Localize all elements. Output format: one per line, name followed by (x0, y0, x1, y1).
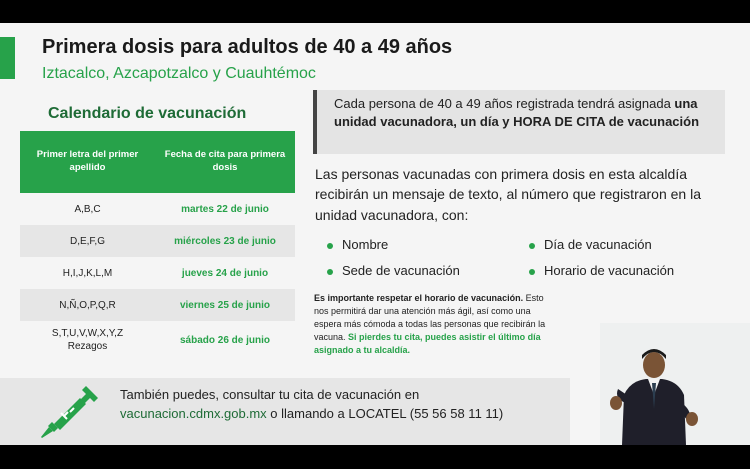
slide (0, 23, 750, 445)
row-letters: N,Ñ,O,P,Q,R (59, 299, 116, 311)
row-date: sábado 26 de junio (179, 334, 271, 346)
bullet-dot-icon (529, 243, 535, 249)
list-item: Horario de vacunación (529, 263, 674, 278)
schedule-note (314, 292, 554, 357)
vaccination-calendar-table (20, 131, 295, 359)
footer-text (120, 386, 530, 424)
table-header (20, 131, 295, 193)
table-row (20, 193, 295, 225)
info-callout (313, 90, 725, 154)
list-item: Día de vacunación (529, 237, 652, 252)
row-date: miércoles 23 de junio (174, 235, 276, 247)
column-header-date: Fecha de cita para primera dosis (164, 149, 286, 173)
info-text-plain: Cada persona de 40 a 49 años registrada tendrá asignada (334, 96, 675, 111)
calendar-title: Calendario de vacunación (48, 105, 247, 122)
footer-text-2: o llamando a LOCATEL (55 56 58 11 11) (266, 405, 504, 421)
table-row (20, 257, 295, 289)
bullet-dot-icon (529, 269, 535, 275)
page-subtitle: Iztacalco, Azcapotzalco y Cuauhtémoc (42, 65, 316, 82)
table-row (20, 225, 295, 257)
syringe-icon (40, 384, 100, 440)
bullet-dot-icon (327, 243, 333, 249)
list-item: Nombre (327, 237, 388, 252)
table-row (20, 321, 295, 359)
note-plain: Esto nos permitirá dar una atención más ágil, así como una espera más cómoda a todas las personas que recibirán la vacuna. (314, 293, 546, 343)
page-title: Primera dosis para adultos de 40 a 49 años (42, 36, 453, 58)
table-row (20, 289, 295, 321)
row-letters: D,E,F,G (69, 235, 105, 247)
bullet-dot-icon (327, 269, 333, 275)
row-date: viernes 25 de junio (179, 299, 271, 311)
row-letters: A,B,C (74, 203, 101, 215)
list-item: Sede de vacunación (327, 263, 460, 278)
row-letters: H,I,J,K,L,M (62, 267, 113, 279)
row-letters: S,T,U,V,W,X,Y,Z Rezagos (51, 328, 124, 352)
column-header-letters: Primer letra del primer apellido (36, 149, 139, 173)
info-text-bold: una unidad vacunadora, un día y HORA DE CITA de vacunación (334, 96, 700, 129)
row-date: martes 22 de junio (181, 203, 269, 215)
vaccination-site-link[interactable]: vacunacion.cdmx.gob.mx (120, 405, 267, 421)
title-accent-bar (0, 37, 15, 79)
footer-text-1: También puedes, consultar tu cita de vacunación en (120, 387, 420, 402)
note-green: Si pierdes tu cita, puedes asistir el último día asignado a tu alcaldía. (314, 332, 541, 356)
sign-language-interpreter-area (600, 323, 750, 445)
sms-paragraph: Las personas vacunadas con primera dosis en esta alcaldía recibirán un mensaje de texto, al número que registraron en la unidad vacunadora, con: (315, 166, 701, 223)
interpreter-figure (600, 323, 750, 445)
row-date: jueves 24 de junio (181, 267, 269, 279)
note-bold: Es importante respetar el horario de vacunación. (314, 293, 524, 303)
